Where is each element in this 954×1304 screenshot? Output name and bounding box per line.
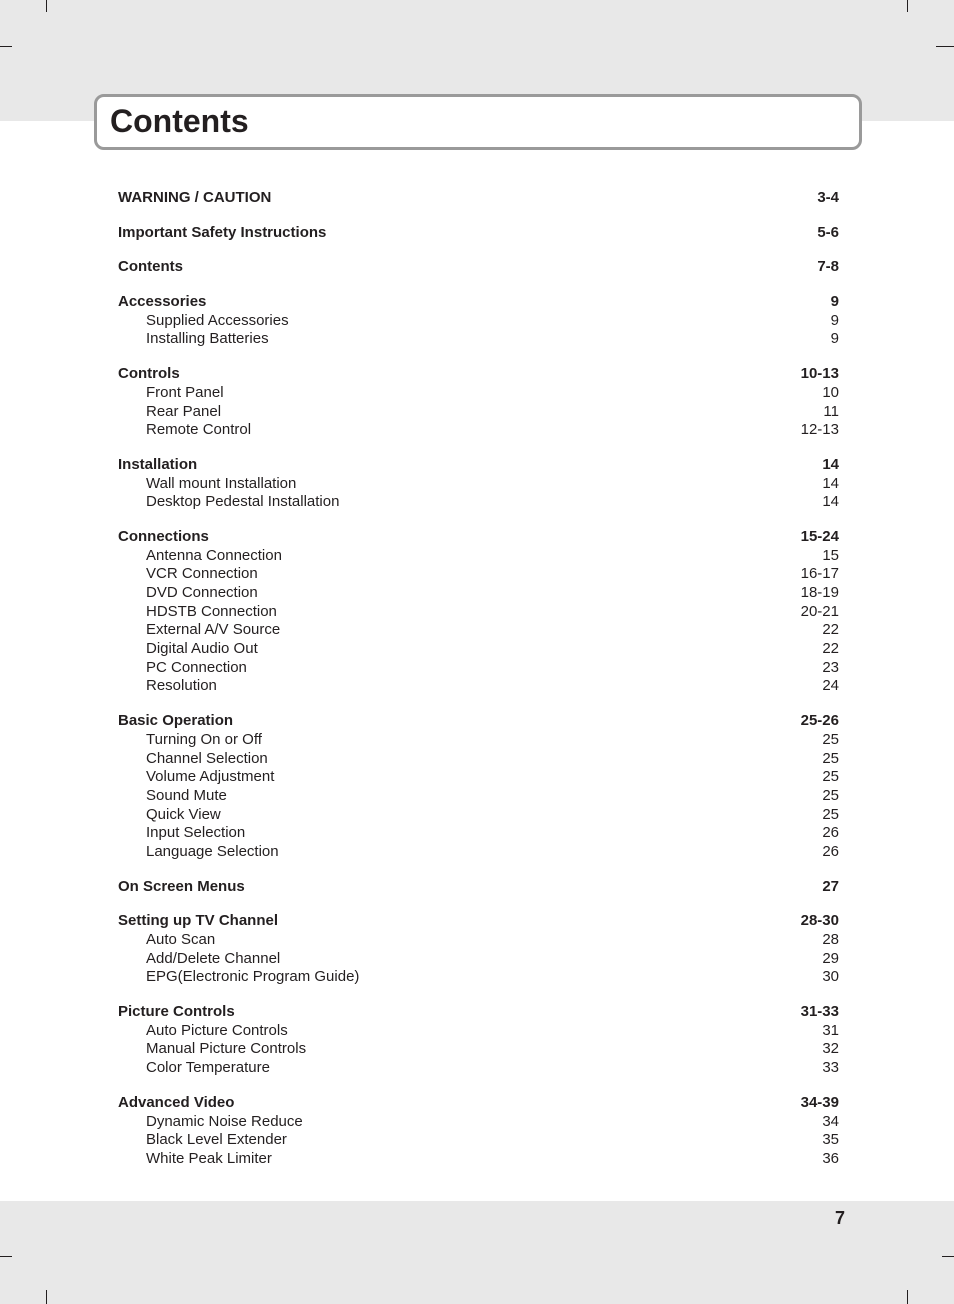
toc-main-entry xyxy=(118,1094,839,1113)
toc-sub-entry-label: Resolution xyxy=(146,677,217,695)
toc-sub-entry-label: VCR Connection xyxy=(146,565,258,583)
toc-entry-pages: 10-13 xyxy=(800,365,839,383)
toc-sub-entry-label: Volume Adjustment xyxy=(146,768,275,786)
toc-sub-entry xyxy=(118,824,839,843)
crop-mark xyxy=(0,46,12,47)
toc-section xyxy=(118,1003,839,1078)
toc-entry-title: Connections xyxy=(118,527,209,545)
toc-sub-entry-label: Front Panel xyxy=(146,383,224,401)
page-number: 7 xyxy=(834,1208,845,1228)
toc-section xyxy=(118,712,839,862)
crop-mark xyxy=(936,46,954,47)
toc-entry-pages: 7-8 xyxy=(817,258,839,276)
crop-mark xyxy=(0,1256,12,1257)
toc-section xyxy=(118,878,839,897)
toc-entry-pages: 14 xyxy=(822,455,839,473)
toc-section xyxy=(118,456,839,512)
toc-sub-entry xyxy=(118,565,839,584)
toc-sub-entry xyxy=(118,1150,839,1169)
toc-entry-pages: 25-26 xyxy=(800,712,839,730)
toc-sub-entry-pages: 30 xyxy=(822,968,839,986)
toc-entry-title: Accessories xyxy=(118,293,207,311)
toc-sub-entry-pages: 25 xyxy=(822,805,839,823)
toc-entry-pages: 5-6 xyxy=(817,223,839,241)
toc-sub-entry-pages: 33 xyxy=(822,1059,839,1077)
toc-sub-entry-label: Digital Audio Out xyxy=(146,640,258,658)
toc-entry-pages: 27 xyxy=(822,877,839,895)
toc-sub-entry-label: Language Selection xyxy=(146,842,279,860)
toc-sub-entry xyxy=(118,384,839,403)
toc-entry-title: Installation xyxy=(118,455,198,473)
toc-section xyxy=(118,1094,839,1169)
toc-sub-entry-label: Input Selection xyxy=(146,824,246,842)
toc-sub-entry xyxy=(118,750,839,769)
toc-sub-entry-pages: 35 xyxy=(822,1131,839,1149)
toc-sub-entry xyxy=(118,493,839,512)
toc-entry-title: Setting up TV Channel xyxy=(118,912,278,930)
toc-sub-entry-pages: 18-19 xyxy=(800,584,839,601)
toc-main-entry xyxy=(118,456,839,475)
toc-sub-entry xyxy=(118,806,839,825)
crop-mark xyxy=(907,0,908,12)
toc-section xyxy=(118,912,839,987)
toc-sub-entry-pages: 25 xyxy=(822,786,839,804)
toc-sub-entry-label: Wall mount Installation xyxy=(146,474,297,492)
toc-entry-pages: 34-39 xyxy=(800,1093,839,1111)
toc-sub-entry-pages: 36 xyxy=(822,1149,839,1167)
toc-sub-entry-label: HDSTB Connection xyxy=(146,602,277,620)
toc-section xyxy=(118,365,839,440)
toc-sub-entry xyxy=(118,621,839,640)
toc-sub-entry-label: Auto Scan xyxy=(146,931,216,948)
toc-main-entry xyxy=(118,1003,839,1022)
toc-entry-title: On Screen Menus xyxy=(118,877,245,895)
toc-main-entry xyxy=(118,878,839,897)
toc-section xyxy=(118,258,839,277)
toc-main-entry xyxy=(118,189,839,208)
toc-sub-entry-label: Antenna Connection xyxy=(146,546,282,564)
toc-sub-entry-pages: 14 xyxy=(822,474,839,492)
toc-main-entry xyxy=(118,224,839,243)
toc-main-entry xyxy=(118,365,839,384)
table-of-contents xyxy=(118,189,839,1185)
toc-sub-entry xyxy=(118,330,839,349)
toc-entry-title: Contents xyxy=(118,258,183,276)
toc-entry-title: Basic Operation xyxy=(118,712,234,730)
toc-sub-entry xyxy=(118,1059,839,1078)
toc-sub-entry-pages: 10 xyxy=(822,383,839,401)
toc-sub-entry-pages: 15 xyxy=(822,546,839,564)
toc-sub-entry xyxy=(118,968,839,987)
crop-mark xyxy=(907,1290,908,1304)
toc-section xyxy=(118,528,839,696)
toc-entry-pages: 28-30 xyxy=(800,912,839,930)
toc-sub-entry-label: Sound Mute xyxy=(146,786,227,804)
toc-main-entry xyxy=(118,293,839,312)
toc-sub-entry xyxy=(118,403,839,422)
toc-entry-title: Advanced Video xyxy=(118,1093,235,1111)
toc-sub-entry-label: Installing Batteries xyxy=(146,330,269,348)
toc-sub-entry-label: Auto Picture Controls xyxy=(146,1021,288,1039)
toc-sub-entry-pages: 25 xyxy=(822,749,839,767)
toc-sub-entry-label: Turning On or Off xyxy=(146,730,262,748)
crop-mark xyxy=(942,1256,954,1257)
toc-sub-entry-label: Rear Panel xyxy=(146,402,222,420)
toc-sub-entry-label: Quick View xyxy=(146,805,221,823)
toc-entry-pages: 15-24 xyxy=(800,527,839,545)
toc-entry-title: Important Safety Instructions xyxy=(118,223,327,241)
toc-sub-entry-pages: 9 xyxy=(830,311,839,329)
toc-sub-entry-pages: 25 xyxy=(822,730,839,748)
toc-sub-entry-pages: 23 xyxy=(822,658,839,676)
toc-sub-entry-label: Supplied Accessories xyxy=(146,311,289,329)
toc-sub-entry-label: Channel Selection xyxy=(146,749,268,767)
crop-mark xyxy=(46,1290,47,1304)
toc-main-entry xyxy=(118,912,839,931)
toc-sub-entry xyxy=(118,1022,839,1041)
toc-sub-entry-pages: 31 xyxy=(822,1021,839,1039)
toc-sub-entry xyxy=(118,768,839,787)
toc-sub-entry-pages: 11 xyxy=(823,402,839,420)
toc-sub-entry-label: Color Temperature xyxy=(146,1059,270,1077)
toc-sub-entry-label: DVD Connection xyxy=(146,584,258,601)
toc-sub-entry-label: Black Level Extender xyxy=(146,1131,287,1149)
toc-sub-entry-pages: 26 xyxy=(822,824,839,842)
toc-sub-entry xyxy=(118,931,839,950)
toc-sub-entry-label: PC Connection xyxy=(146,658,247,676)
toc-sub-entry-pages: 32 xyxy=(822,1040,839,1058)
toc-section xyxy=(118,224,839,243)
toc-sub-entry-pages: 20-21 xyxy=(800,602,839,620)
toc-main-entry xyxy=(118,528,839,547)
toc-sub-entry xyxy=(118,843,839,862)
toc-sub-entry-label: EPG(Electronic Program Guide) xyxy=(146,968,360,986)
toc-sub-entry-pages: 16-17 xyxy=(800,565,839,583)
toc-entry-pages: 3-4 xyxy=(817,189,839,206)
bottom-gray-band xyxy=(0,1201,954,1304)
toc-sub-entry xyxy=(118,475,839,494)
toc-sub-entry-label: Desktop Pedestal Installation xyxy=(146,493,340,511)
toc-entry-title: Controls xyxy=(118,365,180,383)
toc-sub-entry xyxy=(118,603,839,622)
toc-sub-entry-label: White Peak Limiter xyxy=(146,1149,272,1167)
toc-sub-entry-pages: 25 xyxy=(822,768,839,786)
toc-sub-entry-label: Dynamic Noise Reduce xyxy=(146,1112,303,1130)
toc-sub-entry xyxy=(118,659,839,678)
toc-sub-entry-label: Remote Control xyxy=(146,421,252,439)
toc-sub-entry-label: Manual Picture Controls xyxy=(146,1040,307,1058)
toc-sub-entry xyxy=(118,731,839,750)
toc-sub-entry-pages: 9 xyxy=(830,330,839,348)
toc-sub-entry-pages: 14 xyxy=(822,493,839,511)
toc-sub-entry-pages: 29 xyxy=(822,949,839,967)
toc-section xyxy=(118,293,839,349)
toc-sub-entry-pages: 22 xyxy=(822,621,839,639)
toc-sub-entry xyxy=(118,584,839,603)
toc-entry-pages: 31-33 xyxy=(800,1003,839,1021)
toc-sub-entry xyxy=(118,1040,839,1059)
toc-sub-entry-pages: 34 xyxy=(822,1112,839,1130)
toc-sub-entry-pages: 24 xyxy=(822,677,839,695)
toc-sub-entry-pages: 28 xyxy=(822,931,839,948)
toc-sub-entry-pages: 12-13 xyxy=(800,421,839,439)
toc-entry-pages: 9 xyxy=(830,293,839,311)
toc-main-entry xyxy=(118,712,839,731)
toc-sub-entry xyxy=(118,787,839,806)
toc-sub-entry xyxy=(118,677,839,696)
toc-sub-entry xyxy=(118,421,839,440)
toc-section xyxy=(118,189,839,208)
toc-sub-entry-pages: 22 xyxy=(822,640,839,658)
toc-sub-entry xyxy=(118,312,839,331)
toc-sub-entry xyxy=(118,547,839,566)
crop-mark xyxy=(46,0,47,12)
toc-main-entry xyxy=(118,258,839,277)
page-title: Contents xyxy=(110,103,249,139)
title-box xyxy=(94,94,862,150)
toc-sub-entry-label: External A/V Source xyxy=(146,621,281,639)
toc-entry-title: Picture Controls xyxy=(118,1003,235,1021)
toc-sub-entry xyxy=(118,1113,839,1132)
toc-sub-entry xyxy=(118,1131,839,1150)
toc-sub-entry-label: Add/Delete Channel xyxy=(146,949,281,967)
toc-sub-entry xyxy=(118,950,839,969)
toc-sub-entry xyxy=(118,640,839,659)
toc-entry-title: WARNING / CAUTION xyxy=(118,189,272,206)
toc-sub-entry-pages: 26 xyxy=(822,842,839,860)
